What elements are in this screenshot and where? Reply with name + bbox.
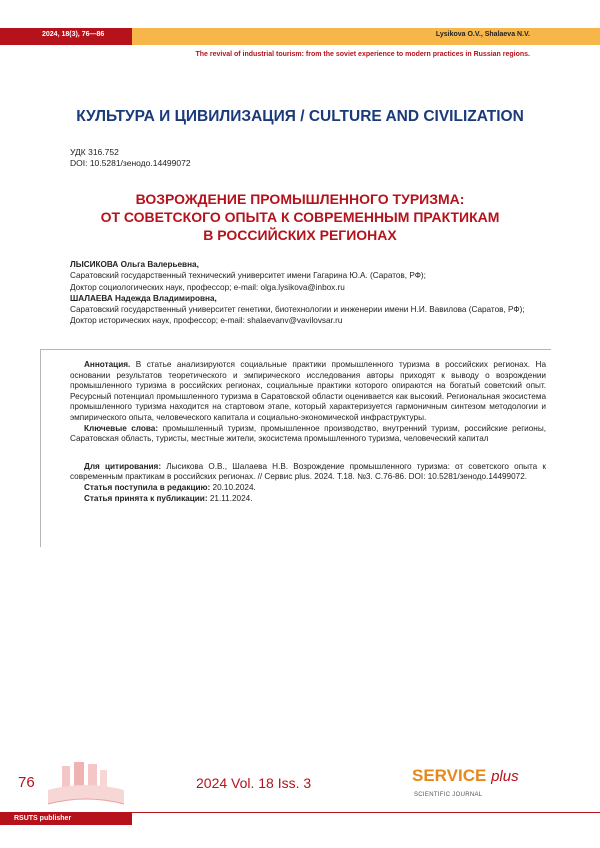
book-logo-icon <box>40 760 132 812</box>
keywords-paragraph <box>70 424 546 445</box>
authors-block <box>70 259 550 327</box>
author-name: ЛЫСИКОВА Ольга Валерьевна, <box>70 260 199 269</box>
author-affiliation: Саратовский государственный университет генетики, биотехнологии и инженерии имени Н.И. Вавилова (Саратов, РФ); <box>70 305 525 315</box>
page-number: 76 <box>18 774 35 791</box>
received-line <box>70 483 546 494</box>
title-line: ВОЗРОЖДЕНИЕ ПРОМЫШЛЕННОГО ТУРИЗМА: <box>135 191 465 207</box>
header-authors: Lysikova O.V., Shalaeva N.V. <box>435 31 530 38</box>
header-bar <box>0 28 600 45</box>
abstract-text: В статье анализируются социальные практики промышленного туризма в российских регионах. На основании результатов теоретического и эмпирического исследования авторы приходят к выводу о возрождении промышленного туризма в российских регионах, социальные практики которого опираются на богатый советский опыт. Ресурсный потенциал промышленного туризма в Саратовской области оценивается как высокий. Региональная экосистема промышленного туризма находится на стартовом этапе, который характеризуется гармоничным синтезом методологии и эмпирического опыта, человеческого капитала и социально-экономической инфраструктуры. <box>70 360 546 422</box>
title-line: ОТ СОВЕТСКОГО ОПЫТА К СОВРЕМЕННЫМ ПРАКТИКАМ <box>100 209 500 225</box>
citation-label: Для цитирования: <box>84 461 162 471</box>
doi: DOI: 10.5281/зенодо.14499072 <box>70 158 191 168</box>
journal-subtitle: SCIENTIFIC JOURNAL <box>414 792 483 798</box>
received-date: 20.10.2024. <box>212 482 256 492</box>
brand-name: SERVICE <box>412 766 487 785</box>
author-affiliation: Саратовский государственный технический университет имени Гагарина Ю.А. (Саратов, РФ); <box>70 271 426 281</box>
author-degree: Доктор социологических наук, профессор; e-mail: olga.lysikova@inbox.ru <box>70 282 345 292</box>
author-degree: Доктор исторических наук, профессор; e-mail: shalaevanv@vavilovsar.ru <box>70 316 343 326</box>
udk: УДК 316.752 <box>70 147 119 157</box>
accepted-date: 21.11.2024. <box>209 493 253 503</box>
udk-block <box>70 147 191 169</box>
abstract-paragraph <box>70 360 546 424</box>
citation-paragraph <box>70 462 546 483</box>
abstract-block <box>70 360 546 504</box>
article-title <box>0 190 600 244</box>
journal-brand <box>412 766 519 786</box>
title-line: В РОССИЙСКИХ РЕГИОНАХ <box>203 227 397 243</box>
section-heading: КУЛЬТУРА И ЦИВИЛИЗАЦИЯ / CULTURE AND CIVILIZATION <box>76 108 524 125</box>
accepted-line <box>70 494 546 505</box>
publisher-label: RSUTS publisher <box>14 815 72 822</box>
keywords-label: Ключевые слова: <box>84 423 159 433</box>
header-pages: 2024, 18(3), 76—86 <box>42 31 105 38</box>
author-name: ШАЛАЕВА Надежда Владимировна, <box>70 293 217 303</box>
running-title: The revival of industrial tourism: from the soviet experience to modern practices in Russian regions. <box>195 51 530 58</box>
received-label: Статья поступила в редакцию: <box>84 482 211 492</box>
keywords-text: промышленный туризм, промышленное производство, внутренний туризм, российские регионы, Саратовская область, туристы, местные жители, экосистема промышленного туризма, человеческий капитал <box>70 423 546 444</box>
citation-text: Лысикова О.В., Шалаева Н.В. Возрождение промышленного туризма: от советского опыта к современным практикам в российских регионах. // Сервис plus. 2024. Т.18. №3. С.76-86. DOI: 10.5281/зенодо.14499072. <box>70 461 547 482</box>
abstract-label: Аннотация. <box>84 360 131 369</box>
brand-plus: plus <box>491 768 519 785</box>
issue-info: 2024 Vol. 18 Iss. 3 <box>196 775 312 791</box>
accepted-label: Статья принята к публикации: <box>84 493 208 503</box>
